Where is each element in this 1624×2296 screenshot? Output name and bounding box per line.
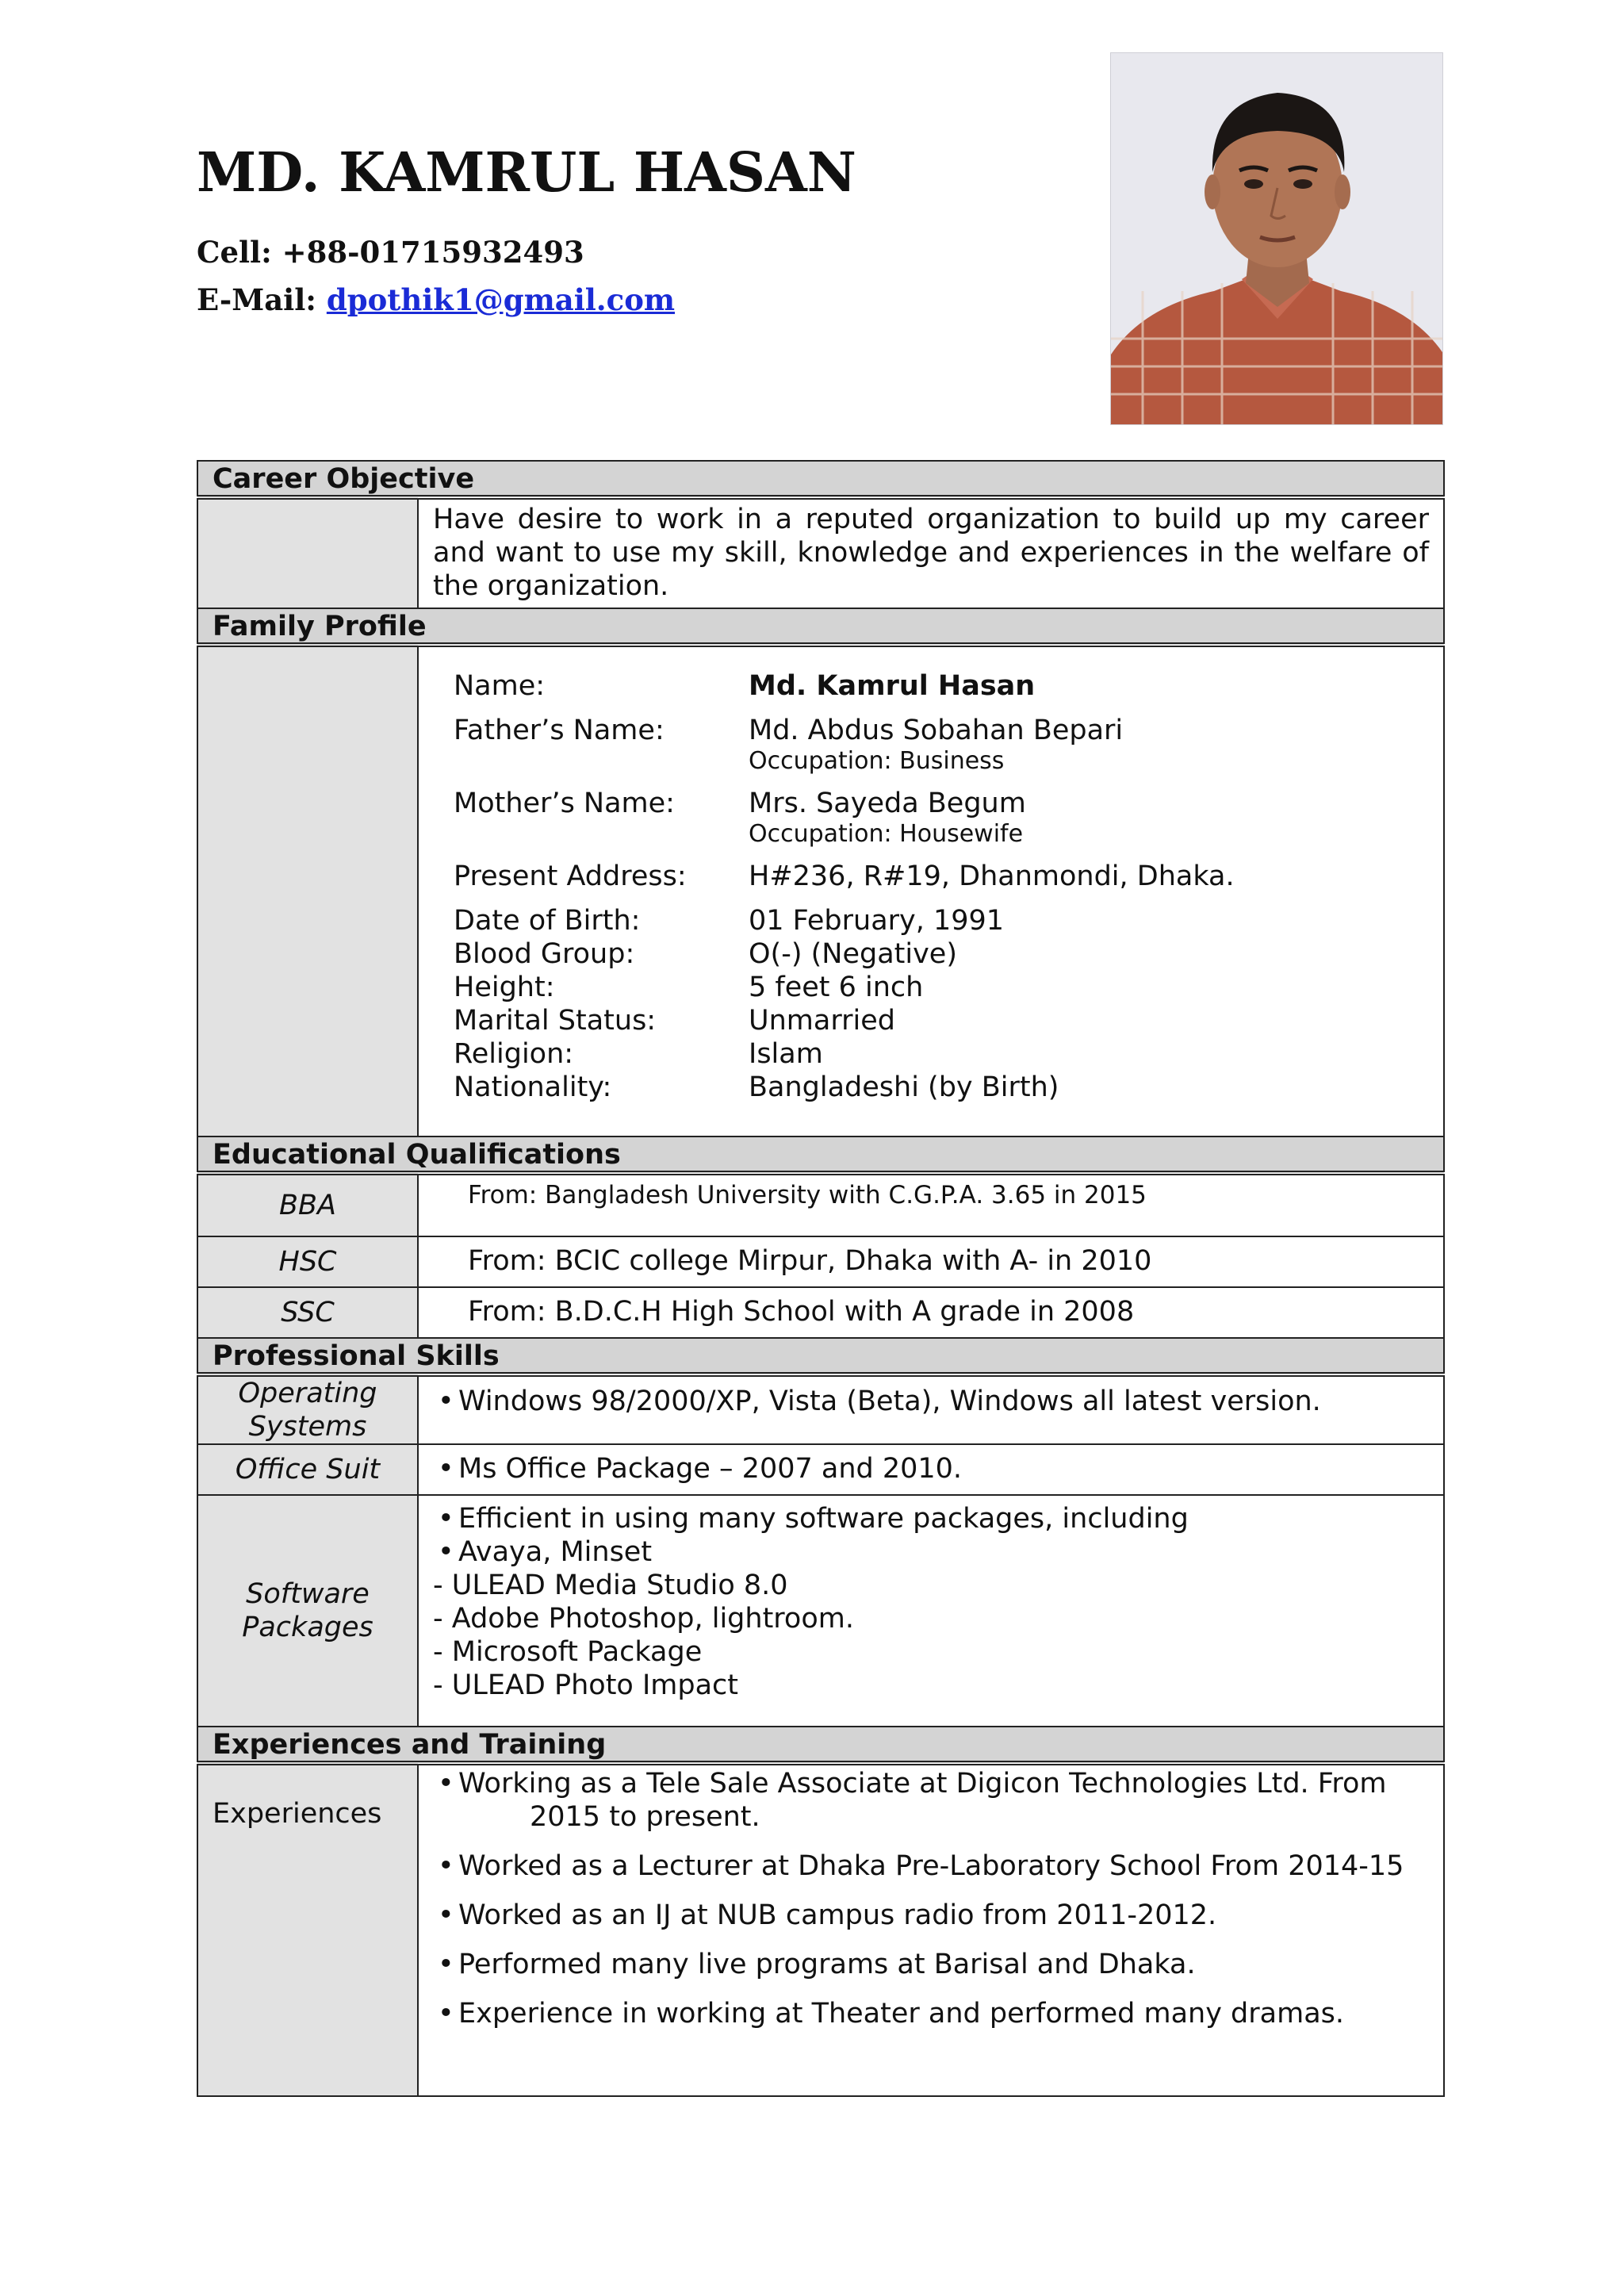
skills-software-label — [197, 1495, 418, 1727]
experience-list — [433, 1767, 1429, 2030]
fam-label: Name: — [454, 670, 546, 702]
family-profile-row — [197, 645, 1444, 1137]
education-row — [197, 1287, 1444, 1338]
software-dash-item: - ULEAD Photo Impact — [433, 1669, 739, 1701]
fam-label: Present Address: — [454, 861, 687, 892]
skills-office-list — [433, 1452, 1429, 1485]
experience-row — [197, 1763, 1444, 2096]
list-item: • Ms Office Package – 2007 and 2010. — [433, 1452, 1429, 1485]
section-header-experience — [197, 1727, 1444, 1763]
skills-office-value — [418, 1444, 1444, 1495]
section-title-experience: Experiences and Training — [197, 1727, 1444, 1763]
education-detail: From: Bangladesh University with C.G.P.A. 3.65 in 2015 — [418, 1173, 1444, 1236]
resume-header — [197, 0, 1101, 444]
list-item: • Efficient in using many software packages, including — [433, 1502, 1429, 1535]
software-dash-item: - ULEAD Media Studio 8.0 — [433, 1570, 788, 1601]
skills-software-bullets — [433, 1502, 1429, 1569]
fam-label: Mother’s Name: — [454, 788, 675, 819]
career-objective-text: Have desire to work in a reputed organization to build up my career and want to use my skill, knowledge and experiences in the welfare of the organization. — [418, 497, 1444, 608]
fam-value — [749, 787, 1443, 849]
experience-item-text: 2015 to present. — [530, 1801, 760, 1833]
family-profile-content — [418, 645, 1444, 1137]
career-label-cell — [197, 497, 418, 608]
portrait-image — [1111, 53, 1443, 425]
skills-software-value — [418, 1495, 1444, 1727]
section-header-education — [197, 1137, 1444, 1173]
fam-value — [749, 714, 1443, 776]
skills-os-row — [197, 1374, 1444, 1444]
software-dash-item: - Adobe Photoshop, lightroom. — [433, 1603, 854, 1635]
education-degree: BBA — [197, 1173, 418, 1236]
section-header-family — [197, 608, 1444, 645]
cell-line — [197, 235, 584, 270]
cell-value: +88-01715932493 — [282, 235, 584, 270]
fam-occupation: Occupation: Housewife — [749, 820, 1024, 848]
skills-software-label-line: Packages — [242, 1612, 373, 1643]
family-label-cell — [197, 645, 418, 1137]
education-degree: SSC — [197, 1287, 418, 1338]
candidate-name: MD. KAMRUL HASAN — [197, 141, 856, 205]
career-objective-row — [197, 497, 1444, 608]
fam-label: Blood Group: — [454, 938, 635, 970]
family-grid — [419, 647, 1443, 1136]
education-row — [197, 1236, 1444, 1287]
fam-value-main: Md. Abdus Sobahan Bepari — [749, 715, 1124, 746]
skills-office-row — [197, 1444, 1444, 1495]
list-item: • Avaya, Minset — [433, 1535, 1429, 1569]
experience-item-text: Working as a Tele Sale Associate at Digicon Technologies Ltd. From — [458, 1768, 1387, 1800]
fam-label: Marital Status: — [454, 1005, 657, 1037]
experience-item: • Experience in working at Theater and performed many dramas. — [433, 1997, 1429, 2030]
skills-os-list — [433, 1385, 1429, 1418]
section-title-family: Family Profile — [197, 608, 1444, 645]
section-title-career: Career Objective — [197, 461, 1444, 497]
fam-label: Father’s Name: — [454, 715, 665, 746]
cell-label: Cell: — [197, 235, 272, 270]
email-line — [197, 282, 675, 317]
section-header-skills — [197, 1338, 1444, 1374]
experience-item — [433, 1767, 1429, 1834]
skills-os-value — [418, 1374, 1444, 1444]
fam-value: H#236, R#19, Dhanmondi, Dhaka. — [749, 861, 1235, 892]
experience-item: • Worked as an IJ at NUB campus radio from 2011-2012. — [433, 1899, 1429, 1932]
list-item: • Windows 98/2000/XP, Vista (Beta), Windows all latest version. — [433, 1385, 1429, 1418]
fam-value: 5 feet 6 inch — [749, 972, 924, 1003]
email-link[interactable]: dpothik1@gmail.com — [326, 282, 676, 317]
education-row — [197, 1173, 1444, 1236]
skills-office-label: Office Suit — [197, 1444, 418, 1495]
education-detail: From: BCIC college Mirpur, Dhaka with A- in 2010 — [418, 1236, 1444, 1287]
fam-value: Md. Kamrul Hasan — [749, 670, 1036, 702]
section-title-skills: Professional Skills — [197, 1338, 1444, 1374]
skills-os-label-line: Systems — [248, 1411, 367, 1443]
fam-label: Religion: — [454, 1038, 574, 1070]
profile-photo — [1110, 52, 1443, 425]
experience-item: • Performed many live programs at Barisal and Dhaka. — [433, 1948, 1429, 1981]
skills-software-row — [197, 1495, 1444, 1727]
section-title-education: Educational Qualifications — [197, 1137, 1444, 1173]
email-label: E-Mail: — [197, 282, 316, 317]
resume-table — [197, 460, 1445, 2097]
fam-label: Nationality: — [454, 1071, 612, 1103]
experience-item: • Worked as a Lecturer at Dhaka Pre-Laboratory School From 2014-15 — [433, 1849, 1429, 1883]
education-degree: HSC — [197, 1236, 418, 1287]
education-detail: From: B.D.C.H High School with A grade in 2008 — [418, 1287, 1444, 1338]
fam-occupation: Occupation: Business — [749, 747, 1005, 775]
fam-value: O(-) (Negative) — [749, 938, 957, 970]
experience-content — [418, 1763, 1444, 2096]
section-header-career — [197, 461, 1444, 497]
fam-value: Bangladeshi (by Birth) — [749, 1071, 1059, 1103]
experience-label: Experiences — [197, 1763, 418, 2096]
fam-label: Date of Birth: — [454, 905, 641, 937]
fam-value: Islam — [749, 1038, 823, 1070]
skills-os-label-line: Operating — [238, 1378, 377, 1409]
fam-value: 01 February, 1991 — [749, 905, 1005, 937]
fam-value: Unmarried — [749, 1005, 895, 1037]
skills-software-label-line: Software — [246, 1578, 370, 1610]
software-dash-item: - Microsoft Package — [433, 1636, 703, 1668]
fam-value-main: Mrs. Sayeda Begum — [749, 788, 1026, 819]
fam-label: Height: — [454, 972, 555, 1003]
skills-os-label — [197, 1374, 418, 1444]
